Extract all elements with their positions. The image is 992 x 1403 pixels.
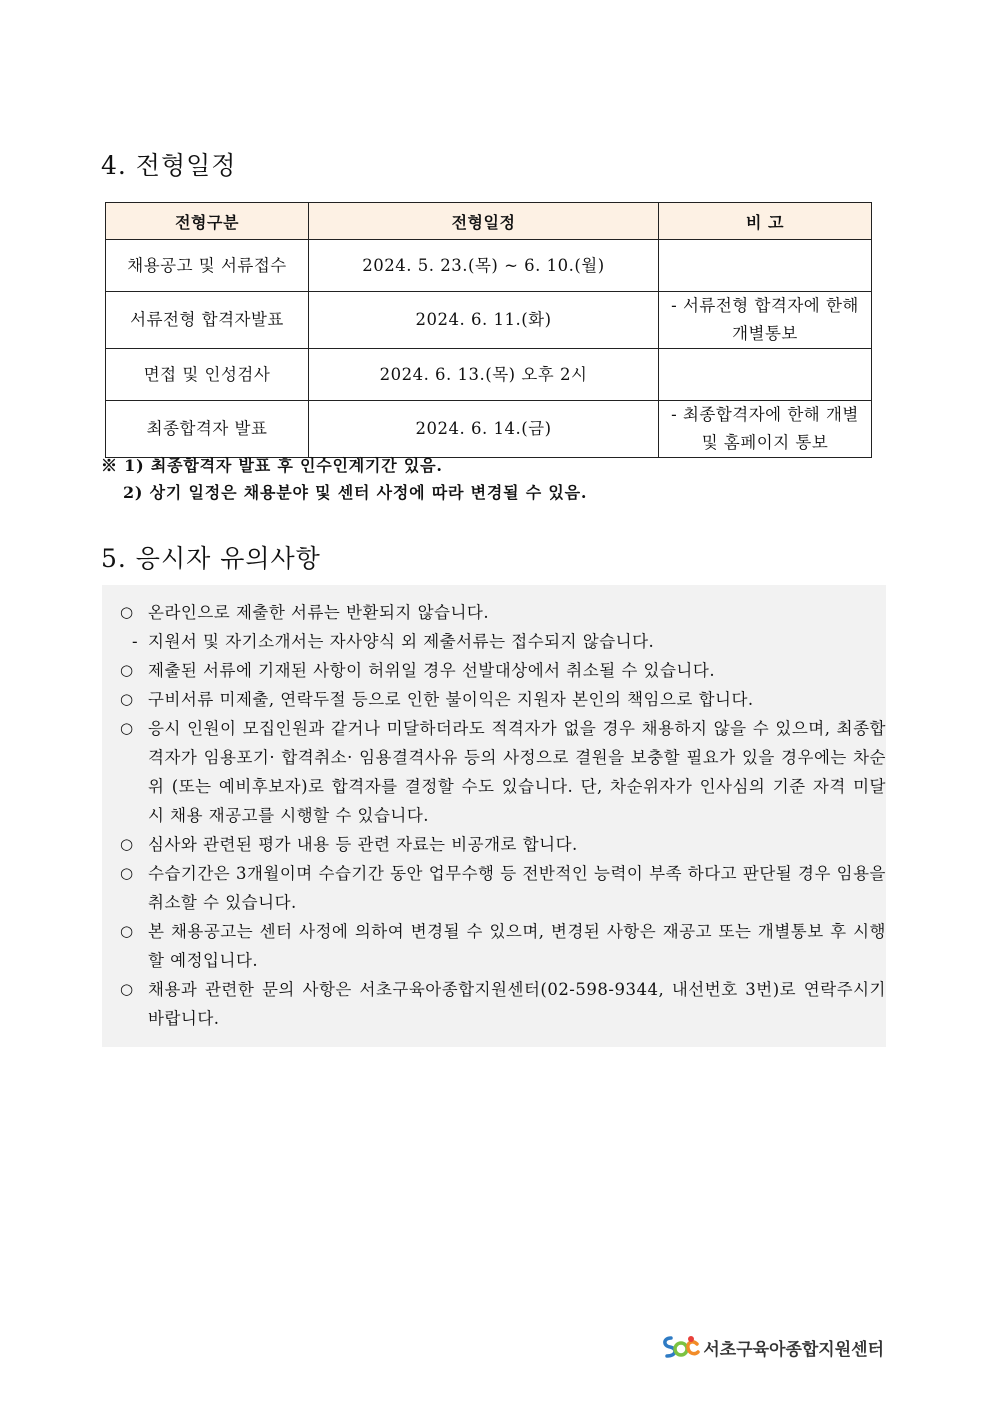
- list-item-text: 응시 인원이 모집인원과 같거나 미달하더라도 적격자가 없을 경우 채용하지 않을 수 있으며, 최종합격자가 임용포기· 합격취소· 임용결격사유 등의 사정으로 결원을 보충할 필요가 있을 경우에는 차순위 (또는 예비후보자)로 합격자를 결정할 수도 있습니다. 단, 차순위자가 인사심의 기준 자격 미달 시 채용 재공고를 시행할 수 있습니다.: [148, 719, 886, 825]
- list-item: [120, 598, 886, 627]
- center-logo: [661, 1334, 884, 1360]
- section-5-title: 5. 응시자 유의사항: [101, 544, 321, 573]
- stage-cell: 면접 및 인성검사: [106, 349, 309, 401]
- note-cell: - 서류전형 합격자에 한해 개별통보: [659, 292, 872, 349]
- header-date: 전형일정: [309, 203, 659, 240]
- list-item-text: 채용과 관련한 문의 사항은 서초구육아종합지원센터(02-598-9344, 내선번호 3번)로 연락주시기 바랍니다.: [148, 980, 886, 1028]
- table-row: [106, 401, 872, 458]
- circle-bullet-icon: ○: [120, 690, 134, 708]
- date-cell: 2024. 6. 13.(목) 오후 2시: [309, 349, 659, 401]
- table-header-row: [106, 203, 872, 240]
- stage-cell: 최종합격자 발표: [106, 401, 309, 458]
- schedule-table: [105, 202, 872, 458]
- list-item-text: 지원서 및 자기소개서는 자사양식 외 제출서류는 접수되지 않습니다.: [148, 632, 655, 651]
- note-line-1: ※ 1) 최종합격자 발표 후 인수인계기간 있음.: [101, 456, 443, 475]
- list-item: [120, 656, 886, 685]
- date-cell: 2024. 6. 14.(금): [309, 401, 659, 458]
- stage-cell: 서류전형 합격자발표: [106, 292, 309, 349]
- note-cell: - 최종합격자에 한해 개별 및 홈페이지 통보: [659, 401, 872, 458]
- schedule-notes: [101, 452, 587, 506]
- date-cell: 2024. 6. 11.(화): [309, 292, 659, 349]
- stage-cell: 채용공고 및 서류접수: [106, 240, 309, 292]
- note-cell: [659, 240, 872, 292]
- date-cell: 2024. 5. 23.(목) ~ 6. 10.(월): [309, 240, 659, 292]
- list-item: [120, 830, 886, 859]
- list-item-text: 온라인으로 제출한 서류는 반환되지 않습니다.: [148, 603, 490, 622]
- list-item-text: 구비서류 미제출, 연락두절 등으로 인한 불이익은 지원자 본인의 책임으로 합니다.: [148, 690, 754, 709]
- circle-bullet-icon: ○: [120, 661, 134, 679]
- header-note: 비 고: [659, 203, 872, 240]
- circle-bullet-icon: ○: [120, 980, 134, 998]
- list-item-text: 심사와 관련된 평가 내용 등 관련 자료는 비공개로 합니다.: [148, 835, 578, 854]
- circle-bullet-icon: ○: [120, 603, 134, 621]
- table-row: [106, 349, 872, 401]
- circle-bullet-icon: ○: [120, 922, 134, 940]
- list-item: [120, 859, 886, 917]
- circle-bullet-icon: ○: [120, 864, 134, 882]
- list-item: [120, 917, 886, 975]
- section-4-title: 4. 전형일정: [101, 151, 237, 180]
- note-cell: [659, 349, 872, 401]
- list-item: [120, 714, 886, 830]
- notice-list: [120, 598, 886, 1033]
- list-subitem: [120, 627, 886, 656]
- center-logo-icon: [661, 1334, 701, 1360]
- circle-bullet-icon: ○: [120, 835, 134, 853]
- table-row: [106, 292, 872, 349]
- circle-bullet-icon: ○: [120, 719, 134, 737]
- list-item: [120, 975, 886, 1033]
- list-item-text: 제출된 서류에 기재된 사항이 허위일 경우 선발대상에서 취소될 수 있습니다.: [148, 661, 716, 680]
- logo-text: 서초구육아종합지원센터: [703, 1339, 884, 1360]
- header-stage: 전형구분: [106, 203, 309, 240]
- note-line-2: 2) 상기 일정은 채용분야 및 센터 사정에 따라 변경될 수 있음.: [123, 483, 588, 502]
- list-item-text: 본 채용공고는 센터 사정에 의하여 변경될 수 있으며, 변경된 사항은 재공고 또는 개별통보 후 시행할 예정입니다.: [148, 922, 886, 970]
- list-item-text: 수습기간은 3개월이며 수습기간 동안 업무수행 등 전반적인 능력이 부족 하다고 판단될 경우 임용을 취소할 수 있습니다.: [148, 864, 886, 912]
- dash-bullet-icon: -: [132, 632, 139, 651]
- list-item: [120, 685, 886, 714]
- table-row: [106, 240, 872, 292]
